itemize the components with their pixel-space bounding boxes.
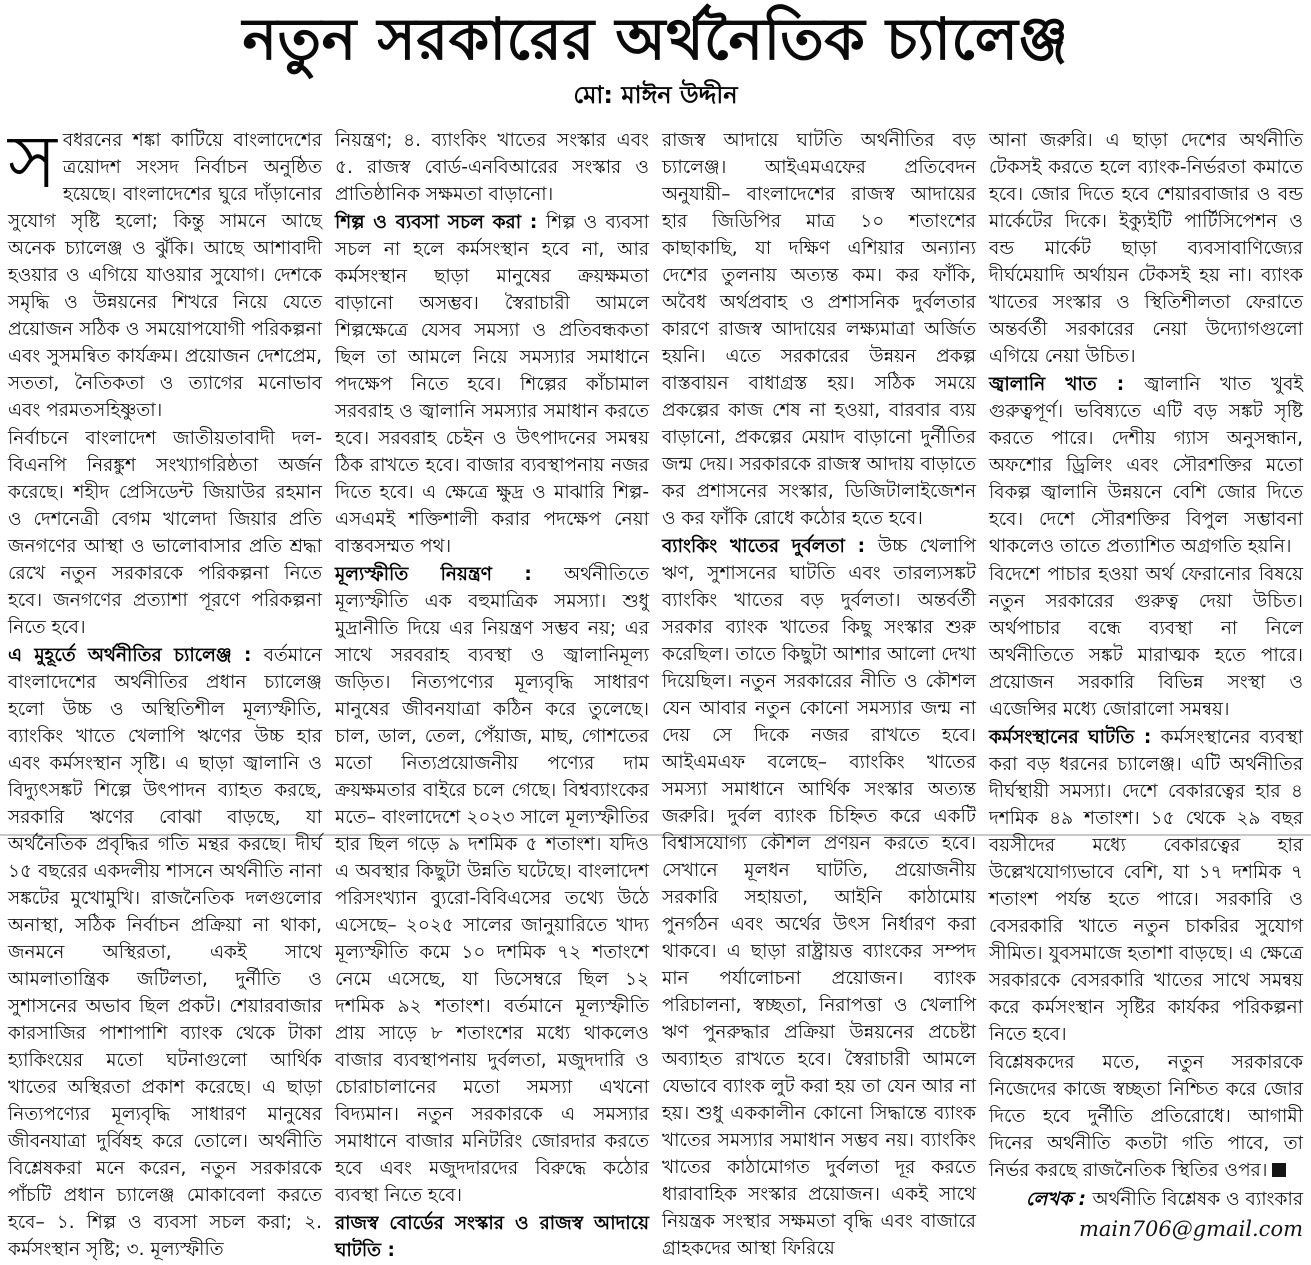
article-paragraph: নির্বাচনে বাংলাদেশ জাতীয়তাবাদী দল-বিএনপি নিরঙ্কুশ সংখ্যাগরিষ্ঠতা অর্জন করেছে। শহীদ প্রেসিডেন্ট জিয়াউর রহমান ও দেশনেত্রী বেগম খালেদা জিয়ার প্রতি জনগণের আস্থা ও ভালোবাসার প্রতি শ্রদ্ধা রেখে নতুন সরকারকে পরিকল্পনা নিতে হবে। জনগণের প্রত্যাশা পূরণে পরিকল্পনা নিতে হবে। bbox=[8, 427, 322, 638]
section-heading: শিল্প ও ব্যবসা সচল করা : bbox=[335, 211, 546, 233]
article-paragraph: নিয়ন্ত্রণ; ৪. ব্যাংকিং খাতের সংস্কার এবং ৫. রাজস্ব বোর্ড-এনবিআরের সংস্কার ও প্রাতিষ্ঠানিক সক্ষমতা বাড়ানো। bbox=[335, 129, 649, 205]
author-email: main706@gmail.com bbox=[1078, 1216, 1303, 1241]
article-column-4 bbox=[989, 127, 1303, 1265]
section-heading: ব্যাংকিং খাতের দুর্বলতা : bbox=[662, 535, 878, 557]
section-heading: জ্বালানি খাত : bbox=[989, 373, 1145, 395]
article-title: নতুন সরকারের অর্থনৈতিক চ্যালেঞ্জ bbox=[242, 5, 1069, 73]
article-paragraph: ব্যাংকিং খাতের দুর্বলতা : উচ্চ খেলাপি ঋণ, সুশাসনের ঘাটতি এবং তারল্যসঙ্কট ব্যাংকিং খাতের বড় দুর্বলতা। অন্তর্বর্তী সরকার ব্যাংক খাতের কিছু সংস্কার শুরু করেছিল। তাতে কিছুটা আশার আলো দেখা দিয়েছিল। নতুন সরকারের নীতি ও কৌশল যেন আবার নতুন কোনো সমস্যার জন্ম না দেয় সে দিকে নজর রাখতে হবে। আইএমএফ বলেছে– ব্যাংকিং খাতের সমস্যা সমাধানে আর্থিক সংস্কার অত্যন্ত জরুরি। দুর্বল ব্যাংক চিহ্নিত করে একটি বিশ্বাসযোগ্য কৌশল প্রণয়ন করতে হবে। সেখানে মূলধন ঘাটতি, প্রয়োজনীয় সরকারি সহায়তা, আইনি কাঠামোয় পুনর্গঠন এবং অর্থের উৎস নির্ধারণ করা থাকবে। এ ছাড়া রাষ্ট্রায়ত্ত ব্যাংকের সম্পদ মান পর্যালোচনা প্রয়োজন। ব্যাংক পরিচালনা, স্বচ্ছতা, নিরাপত্তা ও খেলাপি ঋণ পুনরুদ্ধার প্রক্রিয়া উন্নয়নের প্রচেষ্টা অব্যাহত রাখতে হবে। স্বৈরাচারী আমলে যেভাবে ব্যাংক লুট করা হয় তা যেন আর না হয়। শুধু এককালীন কোনো সিদ্ধান্তে ব্যাংক খাতের সমস্যার সমাধান সম্ভব নয়। ব্যাংকিং খাতের কাঠামোগত দুর্বলতা দূর করতে ধারাবাহিক সংস্কার প্রয়োজন। একই সাথে নিয়ন্ত্রক সংস্থার সক্ষমতা বৃদ্ধি এবং বাজারে গ্রাহকদের আস্থা ফিরিয়ে bbox=[662, 535, 976, 1259]
article-paragraph bbox=[335, 1210, 649, 1264]
section-heading: রাজস্ব বোর্ডের সংস্কার ও রাজস্ব আদায়ে ঘাটতি : bbox=[335, 1212, 649, 1261]
article-column-1 bbox=[8, 118, 322, 1265]
article-paragraph: বিশ্লেষকদের মতে, নতুন সরকারকে নিজেদের কাজে স্বচ্ছতা নিশ্চিত করে জোর দিতে হবে দুর্নীতি প্রতিরোধে। আগামী দিনের অর্থনীতি কতটা গতি পাবে, তা নির্ভর করছে রাজনৈতিক স্থিতির ওপর। bbox=[989, 1051, 1303, 1181]
article-paragraph: আনা জরুরি। এ ছাড়া দেশের অর্থনীতি টেকসই করতে হলে ব্যাংক-নির্ভরতা কমাতে হবে। জোর দিতে হবে শেয়ারবাজার ও বন্ড মার্কেটের দিকে। ইক্যুইটি পার্টিসিপেশন ও বন্ড মার্কেট ছাড়া ব্যবসাবাণিজ্যের দীর্ঘমেয়াদি অর্থায়ন টেকসই হয় না। ব্যাংক খাতের সংস্কার ও স্থিতিশীলতা ফেরাতে অন্তর্বর্তী সরকারের নেয়া উদ্যোগগুলো এগিয়ে নেয়া উচিত। bbox=[989, 129, 1303, 367]
article-paragraph: রাজস্ব আদায়ে ঘাটতি অর্থনীতির বড় চ্যালেঞ্জ। আইএমএফের প্রতিবেদন অনুযায়ী– বাংলাদেশের রাজস্ব আদায়ের হার জিডিপির মাত্র ১০ শতাংশের কাছাকাছি, যা দক্ষিণ এশিয়ার অন্যান্য দেশের তুলনায় অত্যন্ত কম। কর ফাঁকি, অবৈধ অর্থপ্রবাহ ও প্রশাসনিক দুর্বলতার কারণে রাজস্ব আদায়ের লক্ষ্যমাত্রা অর্জিত হয়নি। এতে সরকারের উন্নয়ন প্রকল্প বাস্তবায়ন বাধাগ্রস্ত হয়। সঠিক সময়ে প্রকল্পের কাজ শেষ না হওয়া, বারবার ব্যয় বাড়ানো, প্রকল্পের মেয়াদ বাড়ানো দুর্নীতির জন্ম দেয়। সরকারকে রাজস্ব আদায় বাড়াতে কর প্রশাসনের সংস্কার, ডিজিটালাইজেশন ও কর ফাঁকি রোধে কঠোর হতে হবে। bbox=[662, 129, 976, 529]
article-column-3 bbox=[662, 127, 976, 1265]
article-paragraph: শিল্প ও ব্যবসা সচল করা : শিল্প ও ব্যবসা সচল না হলে কর্মসংস্থান হবে না, আর কর্মসংস্থান ছাড়া মানুষের ক্রয়ক্ষমতা বাড়ানো অসম্ভব। স্বৈরাচারী আমলে শিল্পক্ষেত্রে যেসব সমস্যা ও প্রতিবন্ধকতা ছিল তা আমলে নিয়ে সমস্যার সমাধানে পদক্ষেপ নিতে হবে। শিল্পের কাঁচামাল সরবরাহ ও জ্বালানি সমস্যার সমাধান করতে হবে। সরবরাহ চেইন ও উৎপাদনের সমন্বয় ঠিক রাখতে হবে। বাজার ব্যবস্থাপনায় নজর দিতে হবে। এ ক্ষেত্রে ক্ষুদ্র ও মাঝারি শিল্প-এসএমই শক্তিশালী করার পদক্ষেপ নেয়া বাস্তবসম্মত পথ। bbox=[335, 211, 649, 557]
section-heading: এ মুহূর্তে অর্থনীতির চ্যালেঞ্জ : bbox=[8, 644, 264, 666]
article-paragraph: বিদেশে পাচার হওয়া অর্থ ফেরানোর বিষয়ে নতুন সরকারের গুরুত্ব দেয়া উচিত। অর্থপাচার বন্ধে ব্যবস্থা না নিলে অর্থনীতিতে সঙ্কট মারাত্মক হতে পারে। প্রয়োজন সরকারি বিভিন্ন সংস্থা ও এজেন্সির মধ্যে জোরালো সমন্বয়। bbox=[989, 563, 1303, 720]
author-credit-label: লেখক : bbox=[1025, 1188, 1093, 1210]
article-end-mark bbox=[1272, 1163, 1286, 1177]
article-paragraph: কর্মসংস্থানের ঘাটতি : কর্মসংস্থানের ব্যবস্থা করা বড় ধরনের চ্যালেঞ্জ। এটি অর্থনীতির দীর্ঘস্থায়ী সমস্যা। দেশে বেকারত্বের হার ৪ দশমিক ৪৯ শতাংশ। ১৫ থেকে ২৯ বছর বয়সীদের মধ্যে বেকারত্বের হার উল্লেখযোগ্যভাবে বেশি, যা ১৭ দশমিক ৭ শতাংশ পর্যন্ত হতে পারে। সরকারি ও বেসরকারি খাতে নতুন চাকরির সুযোগ সীমিত। যুবসমাজে হতাশা বাড়ছে। এ ক্ষেত্রে সরকারকে বেসরকারি খাতের সাথে সমন্বয় করে কর্মসংস্থান সৃষ্টির কার্যকর পরিকল্পনা নিতে হবে। bbox=[989, 726, 1304, 1045]
section-heading: মূল্যস্ফীতি নিয়ন্ত্রণ : bbox=[335, 563, 565, 585]
article-author-byline: মো: মাঈন উদ্দীন bbox=[573, 80, 738, 109]
article-paragraph: জ্বালানি খাত : জ্বালানি খাত খুবই গুরুত্বপূর্ণ। ভবিষ্যতে এটি বড় সঙ্কট সৃষ্টি করতে পারে। দেশীয় গ্যাস অনুসন্ধান, অফশোর ড্রিলিং এবং সৌরশক্তির মতো বিকল্প জ্বালানি উন্নয়নে বেশি জোর দিতে হবে। দেশে সৌরশক্তির বিপুল সম্ভাবনা থাকলেও তাতে প্রত্যাশিত অগ্রগতি হয়নি। bbox=[989, 373, 1304, 557]
section-heading: কর্মসংস্থানের ঘাটতি : bbox=[989, 726, 1161, 748]
article-column-2 bbox=[335, 127, 649, 1265]
drop-cap: স bbox=[8, 118, 57, 205]
article-paragraph: মূল্যস্ফীতি নিয়ন্ত্রণ : অর্থনীতিতে মূল্যস্ফীতি এক বহুমাত্রিক সমস্যা। শুধু মুদ্রানীতি দিয়ে এর নিয়ন্ত্রণ সম্ভব নয়; এর সাথে সরবরাহ ব্যবস্থা ও জ্বালানিমূল্য জড়িত। নিত্যপণ্যের মূল্যবৃদ্ধি সাধারণ মানুষের জীবনযাত্রা কঠিন করে তুলেছে। চাল, ডাল, তেল, পেঁয়াজ, মাছ, গোশতের মতো নিত্যপ্রয়োজনীয় পণ্যের দাম ক্রয়ক্ষমতার বাইরে চলে গেছে। বিশ্বব্যাংকের মতে– বাংলাদেশে ২০২৩ সালে মূল্যস্ফীতির হার ছিল গড়ে ৯ দশমিক ৫ শতাংশ। যদিও এ অবস্থার কিছুটা উন্নতি ঘটেছে। বাংলাদেশ পরিসংখ্যান ব্যুরো-বিবিএসের তথ্যে উঠে এসেছে– ২০২৫ সালের জানুয়ারিতে খাদ্য মূল্যস্ফীতি কমে ১০ দশমিক ৭২ শতাংশে নেমে এসেছে, যা ডিসেম্বরে ছিল ১২ দশমিক ৯২ শতাংশ। বর্তমানে মূল্যস্ফীতি প্রায় সাড়ে ৮ শতাংশের মধ্যে থাকলেও বাজার ব্যবস্থাপনায় দুর্বলতা, মজুদদারি ও চোরাচালানের মতো সমস্যা এখনো বিদ্যমান। নতুন সরকারকে এ সমস্যার সমাধানে বাজার মনিটরিং জোরদার করতে হবে এবং মজুদদারদের বিরুদ্ধে কঠোর ব্যবস্থা নিতে হবে। bbox=[335, 563, 649, 1206]
article-paragraph: সবধরনের শঙ্কা কাটিয়ে বাংলাদেশের ত্রয়োদশ সংসদ নির্বাচন অনুষ্ঠিত হয়েছে। বাংলাদেশের ঘুরে দাঁড়ানোর সুযোগ সৃষ্টি হলো; কিন্তু সামনে আছে অনেক চ্যালেঞ্জ ও ঝুঁকি। আছে আশাবাদী হওয়ার ও এগিয়ে যাওয়ার সুযোগ। দেশকে সমৃদ্ধি ও উন্নয়নের শিখরে নিয়ে যেতে প্রয়োজন সঠিক ও সময়োপযোগী পরিকল্পনা এবং সুসমন্বিত কার্যক্রম। প্রয়োজন দেশপ্রেম, সততা, নৈতিকতা ও ত্যাগের মনোভাব এবং পরমতসহিষ্ণুতা। bbox=[8, 118, 322, 421]
author-credit: লেখক : অর্থনীতি বিশ্লেষক ও ব্যাংকার bbox=[1025, 1188, 1303, 1210]
article-columns bbox=[8, 118, 1304, 1265]
article-paragraph: এ মুহূর্তে অর্থনীতির চ্যালেঞ্জ : বর্তমানে বাংলাদেশের অর্থনীতির প্রধান চ্যালেঞ্জ হলো উচ্চ ও অস্থিতিশীল মূল্যস্ফীতি, ব্যাংকিং খাতে খেলাপি ঋণের উচ্চ হার এবং কর্মসংস্থান সৃষ্টি। এ ছাড়া জ্বালানি ও বিদ্যুৎসঙ্কট শিল্পে উৎপাদন ব্যাহত করছে, সরকারি ঋণের বোঝা বাড়ছে, যা অর্থনৈতিক প্রবৃদ্ধির গতি মন্থর করছে। দীর্ঘ ১৫ বছরের একদলীয় শাসনে অর্থনীতি নানা সঙ্কটের মুখোমুখি। রাজনৈতিক দলগুলোর অনাস্থা, সঠিক নির্বাচন প্রক্রিয়া না থাকা, জনমনে অস্থিরতা, একই সাথে আমলাতান্ত্রিক জটিলতা, দুর্নীতি ও সুশাসনের অভাব ছিল প্রকট। শেয়ারবাজার কারসাজির পাশাপাশি ব্যাংক থেকে টাকা হ্যাকিংয়ের মতো ঘটনাগুলো আর্থিক খাতের অস্থিরতা প্রকাশ করেছে। এ ছাড়া নিত্যপণ্যের মূল্যবৃদ্ধি সাধারণ মানুষের জীবনযাত্রা দুর্বিষহ করে তোলে। অর্থনীতি বিশ্লেষকরা মনে করেন, নতুন সরকারকে পাঁচটি প্রধান চ্যালেঞ্জ মোকাবেলা করতে হবে– ১. শিল্প ও ব্যবসা সচল করা; ২. কর্মসংস্থান সৃষ্টি; ৩. মূল্যস্ফীতি bbox=[8, 644, 322, 1260]
